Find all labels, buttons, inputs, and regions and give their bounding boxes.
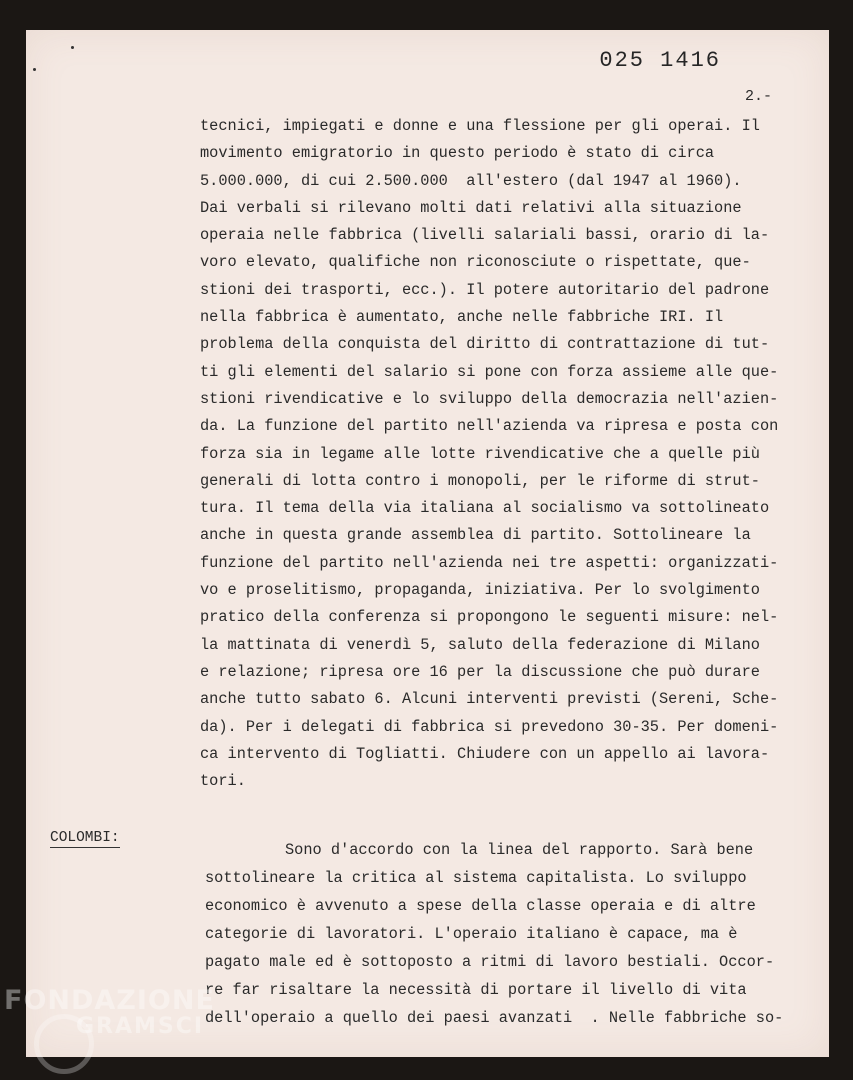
text-line: nella fabbrica è aumentato, anche nelle fabbriche IRI. Il: [200, 308, 724, 327]
colombi-paragraph: [205, 836, 815, 1032]
text-line: economico è avvenuto a spese della classe operaia e di altre: [205, 897, 756, 915]
watermark-line-1: FONDAZIONE: [4, 985, 215, 1016]
text-line: ti gli elementi del salario si pone con forza assieme alle que-: [200, 362, 779, 381]
text-line: da). Per i delegati di fabbrica si prevedono 30-35. Per domeni-: [200, 717, 779, 736]
ink-speck: [71, 46, 74, 49]
text-line: dell'operaio a quello dei paesi avanzati . Nelle fabbriche so-: [205, 1009, 784, 1027]
text-line: ca intervento di Togliatti. Chiudere con un appello ai lavora-: [200, 744, 770, 763]
text-line: tori.: [200, 772, 246, 791]
text-line: operaia nelle fabbrica (livelli salariali bassi, orario di la-: [200, 226, 770, 245]
text-line: Sono d'accordo con la linea del rapporto. Sarà bene: [285, 841, 754, 859]
text-line: sottolineare la critica al sistema capitalista. Lo sviluppo: [205, 869, 747, 887]
text-line: stioni dei trasporti, ecc.). Il potere autoritario del padrone: [200, 280, 770, 299]
text-line: anche tutto sabato 6. Alcuni interventi previsti (Sereni, Sche-: [200, 690, 779, 709]
speaker-label: COLOMBI:: [50, 830, 120, 846]
watermark-line-2: GRAMSCI: [76, 1014, 205, 1039]
text-line: vo e proselitismo, propaganda, iniziativa. Per lo svolgimento: [200, 581, 760, 600]
text-line: pagato male ed è sottoposto a ritmi di lavoro bestiali. Occor-: [205, 953, 775, 971]
text-line: pratico della conferenza si propongono le seguenti misure: nel-: [200, 608, 779, 627]
text-line: forza sia in legame alle lotte rivendicative che a quelle più: [200, 444, 760, 463]
text-line: 5.000.000, di cui 2.500.000 all'estero (dal 1947 al 1960).: [200, 171, 742, 190]
text-line: tecnici, impiegati e donne e una flessione per gli operai. Il: [200, 117, 760, 135]
text-line: re far risaltare la necessità di portare il livello di vita: [205, 981, 747, 999]
text-line: funzione del partito nell'azienda nei tre aspetti: organizzati-: [200, 553, 779, 572]
watermark-logo-icon: [34, 1014, 94, 1074]
text-line: anche in questa grande assemblea di partito. Sottolineare la: [200, 526, 751, 545]
text-line: la mattinata di venerdì 5, saluto della federazione di Milano: [200, 635, 760, 654]
page-number: 2.-: [745, 88, 773, 105]
text-line: movimento emigratorio in questo periodo è stato di circa: [200, 144, 715, 163]
text-line: da. La funzione del partito nell'azienda va ripresa e posta con: [200, 417, 779, 436]
text-line: categorie di lavoratori. L'operaio italiano è capace, ma è: [205, 925, 738, 943]
text-line: Dai verbali si rilevano molti dati relativi alla situazione: [200, 198, 742, 217]
text-line: problema della conquista del diritto di contrattazione di tut-: [200, 335, 770, 354]
text-line: tura. Il tema della via italiana al socialismo va sottolineato: [200, 499, 770, 518]
text-line: generali di lotta contro i monopoli, per le riforme di strut-: [200, 471, 760, 490]
text-line: e relazione; ripresa ore 16 per la discussione che può durare: [200, 662, 760, 681]
text-line: stioni rivendicative e lo sviluppo della democrazia nell'azien-: [200, 389, 779, 408]
ink-speck: [33, 68, 36, 71]
document-number: 025 1416: [599, 48, 721, 73]
report-paragraph: [200, 113, 815, 795]
text-line: voro elevato, qualifiche non riconosciute o rispettate, que-: [200, 253, 751, 272]
